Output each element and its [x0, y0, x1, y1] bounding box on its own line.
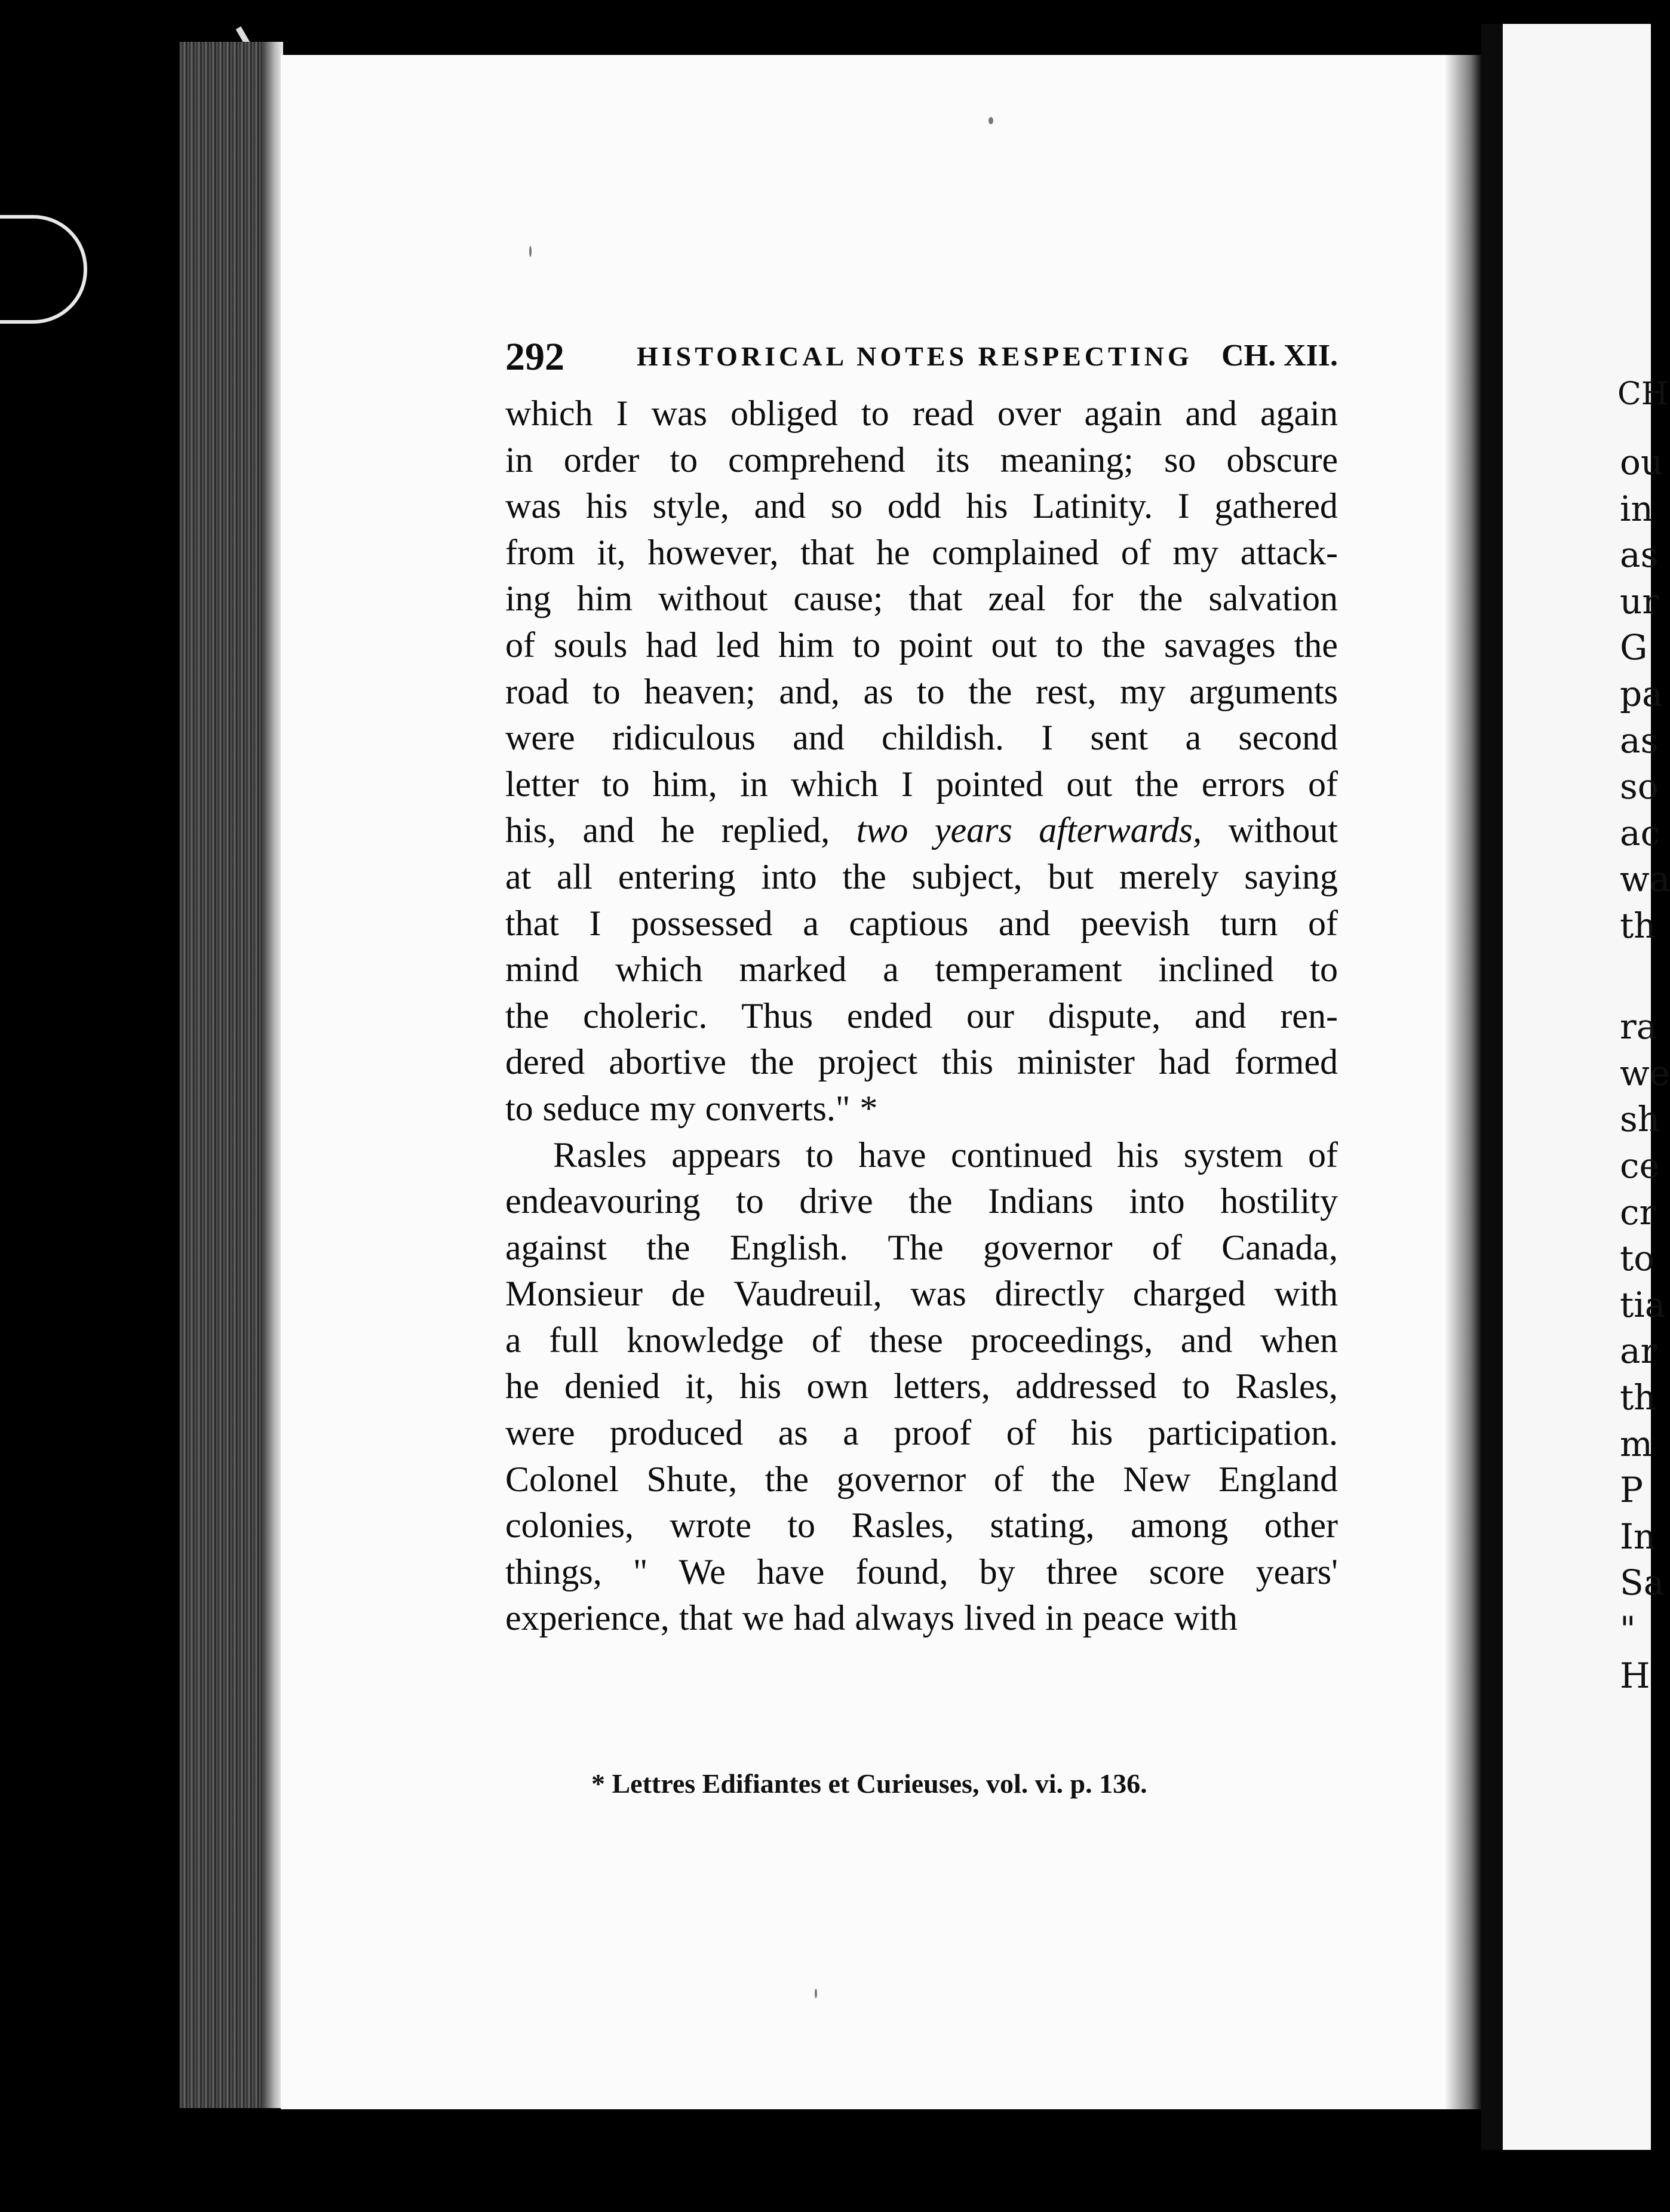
word: out: [991, 625, 1037, 665]
word: odd: [887, 486, 941, 526]
word: and: [1180, 1320, 1233, 1360]
word: had: [793, 1598, 846, 1638]
text-line: [505, 901, 1338, 947]
word: sent: [1090, 718, 1149, 758]
word: charged: [1132, 1274, 1246, 1314]
text-line: [505, 483, 1338, 530]
text-line: [505, 669, 1338, 715]
word: he: [505, 1366, 539, 1406]
word: was: [910, 1274, 966, 1314]
word: salvation: [1208, 579, 1338, 619]
word: Vaudreuil,: [733, 1274, 882, 1314]
word: system: [1183, 1135, 1284, 1175]
word: governor: [983, 1227, 1113, 1267]
word: Indians: [988, 1181, 1094, 1221]
word: endeavouring: [505, 1181, 701, 1221]
word: to: [861, 394, 889, 433]
word: to: [593, 671, 621, 711]
word: obscure: [1226, 440, 1338, 480]
word: into: [1129, 1181, 1185, 1221]
word: mind: [505, 950, 579, 990]
word: lived: [964, 1598, 1036, 1638]
word: of: [1307, 1135, 1338, 1175]
word: Canada,: [1221, 1227, 1338, 1267]
word: and: [754, 486, 806, 526]
word: experience,: [505, 1598, 670, 1638]
text-line: [505, 1363, 1338, 1410]
word: to: [852, 625, 881, 665]
word: directly: [994, 1274, 1104, 1314]
text-line: [505, 854, 1338, 901]
adjacent-page-line: m: [1620, 1423, 1653, 1464]
book-spine: [1481, 24, 1503, 2150]
word: to: [736, 1181, 764, 1221]
word: seduce: [542, 1088, 640, 1128]
word: order: [563, 440, 640, 480]
word: style,: [652, 486, 729, 526]
word: with: [1174, 1598, 1238, 1638]
word: hostility: [1220, 1181, 1338, 1221]
word: dered: [505, 1042, 585, 1082]
word: had: [646, 625, 698, 665]
adjacent-page-line: tia: [1620, 1284, 1666, 1325]
word: proceedings,: [971, 1320, 1153, 1360]
word: the: [1135, 764, 1179, 804]
word: the: [1294, 625, 1338, 665]
word: *: [859, 1088, 878, 1128]
word: from: [505, 532, 575, 572]
word: without: [658, 579, 768, 619]
adjacent-page-fragment: [1503, 24, 1670, 2150]
word: we: [742, 1598, 784, 1638]
adjacent-page-line: cr: [1620, 1191, 1656, 1233]
word: other: [1264, 1506, 1338, 1546]
word: of: [993, 1459, 1024, 1499]
word: heaven;: [644, 671, 756, 711]
adjacent-page-header: CH: [1617, 376, 1669, 412]
word: to: [787, 1506, 816, 1546]
word: errors: [1201, 764, 1285, 804]
word: inclined: [1158, 950, 1274, 990]
word: for: [1072, 579, 1113, 619]
word: years': [1255, 1552, 1338, 1592]
word: de: [671, 1274, 705, 1314]
word: have: [858, 1135, 926, 1175]
word: had: [1158, 1042, 1211, 1082]
adjacent-page-line: ar: [1620, 1331, 1657, 1372]
word: continued: [951, 1135, 1092, 1175]
running-head-chapter: CH. XII.: [1221, 339, 1338, 373]
word: and: [1194, 996, 1247, 1036]
word: a: [505, 1320, 521, 1360]
word: when: [1260, 1320, 1338, 1360]
word: the: [646, 1227, 690, 1267]
word: denied: [564, 1366, 660, 1406]
word: to: [670, 440, 698, 480]
word: appears: [671, 1135, 781, 1175]
scan-speck: [529, 246, 532, 257]
word: full: [549, 1320, 599, 1360]
adjacent-page-line: th: [1620, 905, 1656, 946]
adjacent-page-line: H: [1620, 1655, 1650, 1696]
word: led: [716, 625, 760, 665]
word: have: [757, 1552, 825, 1592]
word: his: [1117, 1135, 1159, 1175]
word: to: [916, 671, 945, 711]
word: ren-: [1280, 996, 1338, 1036]
text-line: [505, 622, 1338, 669]
word: Shute,: [646, 1459, 738, 1499]
word: pointed: [936, 764, 1044, 804]
word: to: [601, 764, 630, 804]
word: of: [1152, 1227, 1182, 1267]
text-line: [505, 1086, 1338, 1132]
word: saying: [1244, 856, 1338, 896]
word: formed: [1234, 1042, 1338, 1082]
word: Monsieur: [505, 1274, 643, 1314]
word: so: [1164, 440, 1196, 480]
word: replied,: [721, 810, 830, 850]
text-line: [505, 1503, 1338, 1549]
word: second: [1238, 718, 1338, 758]
word: and: [998, 903, 1051, 943]
word: his: [585, 486, 628, 526]
text-line: [505, 1457, 1338, 1503]
word: Thus: [741, 996, 813, 1036]
word: stating,: [990, 1506, 1095, 1546]
word: I: [901, 764, 913, 804]
word: gathered: [1214, 486, 1338, 526]
word: addressed: [1015, 1366, 1157, 1406]
word: my: [1119, 671, 1166, 711]
word: score: [1149, 1552, 1225, 1592]
word: him: [778, 625, 834, 665]
word: of: [1006, 1413, 1036, 1453]
word: at: [505, 856, 532, 896]
text-line: [505, 530, 1338, 576]
text-line: [505, 947, 1338, 993]
body-text: [505, 391, 1338, 1642]
word: however,: [647, 532, 779, 572]
word: point: [899, 625, 973, 665]
word: always: [855, 1598, 955, 1638]
word: Rasles,: [1235, 1366, 1338, 1406]
adjacent-page-line: ou: [1620, 442, 1663, 483]
text-line: [505, 761, 1338, 808]
text-line: [505, 1039, 1338, 1086]
word: minister: [1017, 1042, 1135, 1082]
adjacent-page-line: as: [1620, 720, 1659, 761]
word: comprehend: [728, 440, 905, 480]
scan-artifact-mark: [0, 215, 87, 324]
word: attack-: [1240, 532, 1338, 572]
word: him: [576, 579, 633, 619]
word: drive: [799, 1181, 873, 1221]
footnote: * Lettres Edifiantes et Curieuses, vol. vi. p. 136.: [591, 1768, 1147, 1799]
text-line: [505, 993, 1338, 1040]
word: ing: [505, 579, 551, 619]
word: of: [811, 1320, 842, 1360]
word: childish.: [882, 718, 1004, 758]
word: marked: [739, 950, 847, 990]
word: entering: [618, 856, 736, 896]
word: over: [997, 394, 1061, 433]
text-line: [505, 1271, 1338, 1317]
word: possessed: [631, 903, 773, 943]
word: rest,: [1035, 671, 1097, 711]
adjacent-page-line: G: [1620, 627, 1648, 668]
word: was: [651, 394, 707, 433]
word: so: [830, 486, 863, 526]
scan-speck: [989, 117, 993, 124]
word: I: [589, 903, 601, 943]
word: I: [616, 394, 628, 433]
word: into: [761, 856, 817, 896]
word: I: [1177, 486, 1190, 526]
word: he: [661, 810, 695, 850]
word: ended: [846, 996, 933, 1036]
word: it,: [597, 532, 626, 572]
word: project: [818, 1042, 918, 1082]
word: to: [1182, 1366, 1210, 1406]
word: this: [941, 1042, 994, 1082]
word: savages: [1164, 625, 1276, 665]
text-line: [505, 1225, 1338, 1271]
word: converts.": [705, 1088, 851, 1128]
word: was: [505, 486, 561, 526]
word: ridiculous: [612, 718, 756, 758]
word: and: [793, 718, 845, 758]
word: which: [505, 394, 593, 433]
word: a: [1185, 718, 1202, 758]
adjacent-page-line: th: [1620, 1377, 1656, 1418]
word: subject,: [911, 856, 1023, 896]
word: again: [1260, 394, 1338, 433]
word: to: [505, 1088, 533, 1128]
word: out: [1066, 764, 1112, 804]
word: were: [505, 718, 575, 758]
word: to: [1310, 950, 1338, 990]
running-head: [505, 334, 1338, 382]
word: English.: [729, 1227, 849, 1267]
word: complained: [932, 532, 1100, 572]
word: that: [679, 1598, 733, 1638]
word: which: [790, 764, 879, 804]
word: he: [876, 532, 910, 572]
word: of: [1307, 903, 1338, 943]
word: the: [1139, 579, 1183, 619]
word: merely: [1119, 856, 1219, 896]
page-number: 292: [505, 335, 564, 379]
word: colonies,: [505, 1506, 634, 1546]
word: proof: [894, 1413, 972, 1453]
page-fold-shadow: [1445, 55, 1481, 2109]
word: my: [649, 1088, 696, 1128]
word: with: [1274, 1274, 1338, 1314]
page-edge-highlight: [263, 42, 283, 2108]
word: Latinity.: [1033, 486, 1153, 526]
word: of: [505, 625, 535, 665]
adjacent-page-line: so: [1620, 766, 1659, 807]
word: as: [778, 1413, 808, 1453]
word: a: [803, 903, 819, 943]
word: choleric.: [583, 996, 708, 1036]
word: the: [908, 1181, 953, 1221]
word: Rasles: [553, 1135, 647, 1175]
word: governor: [836, 1459, 966, 1499]
adjacent-page-line: as: [1620, 534, 1659, 576]
adjacent-page-line: ra: [1620, 1006, 1657, 1047]
word: and,: [779, 671, 840, 711]
adjacent-page-line: P: [1620, 1470, 1644, 1511]
word: things,: [505, 1552, 602, 1592]
word: Colonel: [505, 1459, 619, 1499]
word: New: [1123, 1459, 1191, 1499]
word: souls: [553, 625, 628, 665]
word: three: [1046, 1552, 1118, 1592]
word: England: [1218, 1459, 1338, 1499]
word: cause;: [793, 579, 883, 619]
adjacent-page-line: ce: [1620, 1145, 1660, 1186]
word: all: [557, 856, 593, 896]
word: letter: [505, 764, 579, 804]
word: the: [765, 1459, 809, 1499]
word: of: [1307, 764, 1338, 804]
word: the: [968, 671, 1012, 711]
word: road: [505, 671, 569, 711]
word: peevish: [1080, 903, 1190, 943]
word: peace: [1082, 1598, 1165, 1638]
text-line: [505, 1317, 1338, 1364]
word: years: [934, 810, 1012, 850]
word: abortive: [609, 1042, 726, 1082]
word: that: [908, 579, 963, 619]
word: it,: [685, 1366, 714, 1406]
word: were: [505, 1413, 575, 1453]
word: by: [979, 1552, 1015, 1592]
word: the: [842, 856, 886, 896]
adjacent-page-line: ac: [1620, 812, 1660, 853]
word: participation.: [1147, 1413, 1338, 1453]
word: produced: [610, 1413, 744, 1453]
adjacent-page-line: ur: [1620, 580, 1659, 622]
text-line: [505, 437, 1338, 484]
adjacent-page-line: Sa: [1620, 1562, 1665, 1603]
word: Rasles,: [851, 1506, 954, 1546]
word: without: [1228, 810, 1338, 850]
word: temperament: [935, 950, 1122, 990]
word: I: [1041, 718, 1054, 758]
word: afterwards,: [1039, 810, 1202, 850]
word: which: [615, 950, 703, 990]
text-line: [505, 576, 1338, 622]
word: in: [505, 440, 533, 480]
word: arguments: [1189, 671, 1338, 711]
word: against: [505, 1227, 607, 1267]
word: his,: [505, 810, 557, 850]
word: found,: [855, 1552, 948, 1592]
word: two: [856, 810, 908, 850]
word: own: [806, 1366, 868, 1406]
word: captious: [849, 903, 969, 943]
word: to: [1055, 625, 1083, 665]
word: my: [1172, 532, 1219, 572]
word: obliged: [730, 394, 838, 433]
adjacent-page-line: sh: [1620, 1099, 1660, 1140]
adjacent-page-line: to: [1620, 1238, 1655, 1279]
word: of: [1121, 532, 1151, 572]
word: in: [740, 764, 768, 804]
text-line: [505, 1410, 1338, 1457]
text-line: [505, 1132, 1338, 1179]
adjacent-page-line: in: [1620, 488, 1653, 529]
word: his: [966, 486, 1008, 526]
text-line: [505, 807, 1338, 854]
word: knowledge: [627, 1320, 784, 1360]
adjacent-page-line: pa: [1620, 674, 1663, 714]
word: these: [869, 1320, 943, 1360]
word: to: [805, 1135, 834, 1175]
text-line: [505, 1549, 1338, 1596]
word: turn: [1220, 903, 1278, 943]
word: The: [888, 1227, 944, 1267]
text-line: [505, 1178, 1338, 1225]
text-line: [505, 391, 1338, 437]
word: meaning;: [1000, 440, 1134, 480]
word: his: [739, 1366, 782, 1406]
word: in: [1045, 1598, 1073, 1638]
adjacent-page-line: wa: [1620, 859, 1670, 900]
word: and: [1185, 394, 1238, 433]
word: that: [800, 532, 855, 572]
word: its: [935, 440, 970, 480]
word: a: [843, 1413, 859, 1453]
word: letters,: [894, 1366, 990, 1406]
word: but: [1048, 856, 1094, 896]
word: the: [750, 1042, 794, 1082]
word: among: [1130, 1506, 1229, 1546]
word: the: [1101, 625, 1146, 665]
word: him,: [652, 764, 717, 804]
word: and: [582, 810, 635, 850]
word: our: [966, 996, 1014, 1036]
word: again: [1084, 394, 1162, 433]
running-head-title: HISTORICAL NOTES RESPECTING: [637, 341, 1193, 371]
word: that: [505, 903, 559, 943]
word: read: [912, 394, 974, 433]
page-text-block: [505, 334, 1338, 1642]
scan-speck: [815, 1989, 817, 1998]
word: his: [1071, 1413, 1113, 1453]
word: a: [883, 950, 899, 990]
adjacent-page-line: ": [1620, 1609, 1636, 1649]
word: ": [633, 1552, 648, 1592]
adjacent-page-line: we: [1620, 1052, 1670, 1093]
text-line: [505, 715, 1338, 761]
word: wrote: [670, 1506, 751, 1546]
adjacent-page-line: In: [1620, 1516, 1656, 1557]
word: the: [505, 996, 549, 1036]
word: as: [863, 671, 894, 711]
word: zeal: [988, 579, 1046, 619]
text-line: [505, 1595, 1338, 1642]
word: dispute,: [1048, 996, 1161, 1036]
word: We: [679, 1552, 726, 1592]
word: the: [1051, 1459, 1095, 1499]
